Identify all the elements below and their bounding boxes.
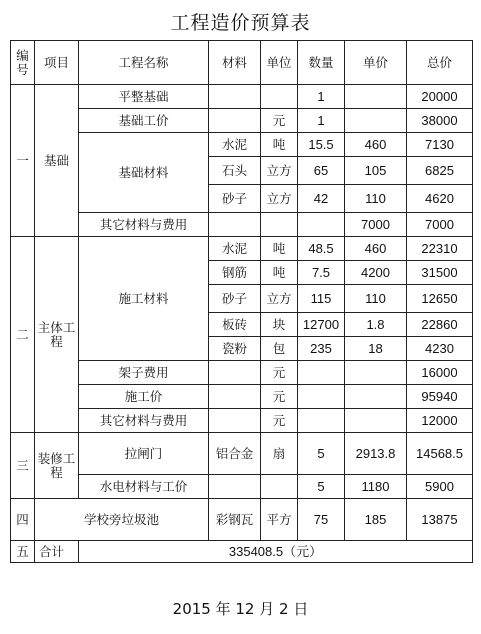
unit: 元 xyxy=(261,109,298,133)
unit-price: 1180 xyxy=(345,475,407,499)
table-row xyxy=(11,499,473,541)
table-row xyxy=(11,541,473,563)
table-row xyxy=(11,85,473,109)
total: 5900 xyxy=(407,475,473,499)
table-row xyxy=(11,433,473,475)
date-line: 2015 年 12 月 2 日 xyxy=(172,600,309,618)
material: 彩钢瓦 xyxy=(209,499,261,541)
work-name: 平整基础 xyxy=(79,85,209,109)
total: 6825 xyxy=(407,157,473,185)
table-row xyxy=(11,385,473,409)
header-material: 材料 xyxy=(209,41,261,85)
table-row xyxy=(11,409,473,433)
work-name: 水电材料与工价 xyxy=(79,475,209,499)
unit-price: 2913.8 xyxy=(345,433,407,475)
total: 12000 xyxy=(407,409,473,433)
material: 石头 xyxy=(209,157,261,185)
unit-price: 18 xyxy=(345,337,407,361)
unit: 扇 xyxy=(261,433,298,475)
unit-price: 110 xyxy=(345,285,407,313)
total: 16000 xyxy=(407,361,473,385)
quantity: 48.5 xyxy=(298,237,345,261)
unit-price: 1.8 xyxy=(345,313,407,337)
material: 铝合金 xyxy=(209,433,261,475)
group-item: 合计 xyxy=(35,541,79,563)
total: 38000 xyxy=(407,109,473,133)
group-no: 三 xyxy=(11,433,35,499)
work-name: 施工材料 xyxy=(79,237,209,361)
quantity: 1 xyxy=(298,85,345,109)
header-row xyxy=(11,41,473,85)
group-item: 主体工程 xyxy=(35,237,79,433)
material: 瓷粉 xyxy=(209,337,261,361)
group-item: 装修工程 xyxy=(35,433,79,499)
unit: 元 xyxy=(261,385,298,409)
total: 4230 xyxy=(407,337,473,361)
header-item: 项目 xyxy=(35,41,79,85)
unit-price: 4200 xyxy=(345,261,407,285)
unit-price: 110 xyxy=(345,185,407,213)
header-total: 总价 xyxy=(407,41,473,85)
material: 水泥 xyxy=(209,237,261,261)
unit-price: 460 xyxy=(345,237,407,261)
group-no: 五 xyxy=(11,541,35,563)
total: 13875 xyxy=(407,499,473,541)
work-name: 其它材料与费用 xyxy=(79,213,209,237)
quantity: 235 xyxy=(298,337,345,361)
group-no: 二 xyxy=(11,237,35,433)
work-name: 拉闸门 xyxy=(79,433,209,475)
budget-table xyxy=(10,40,473,563)
total: 20000 xyxy=(407,85,473,109)
work-name: 施工价 xyxy=(79,385,209,409)
total: 31500 xyxy=(407,261,473,285)
total: 12650 xyxy=(407,285,473,313)
unit: 立方 xyxy=(261,285,298,313)
quantity: 15.5 xyxy=(298,133,345,157)
total: 22860 xyxy=(407,313,473,337)
quantity: 7.5 xyxy=(298,261,345,285)
unit: 吨 xyxy=(261,261,298,285)
total: 7130 xyxy=(407,133,473,157)
work-name: 基础材料 xyxy=(79,133,209,213)
total: 95940 xyxy=(407,385,473,409)
unit-price: 460 xyxy=(345,133,407,157)
unit: 包 xyxy=(261,337,298,361)
quantity: 5 xyxy=(298,475,345,499)
header-unit: 单位 xyxy=(261,41,298,85)
group-item: 基础 xyxy=(35,85,79,237)
quantity: 115 xyxy=(298,285,345,313)
total: 22310 xyxy=(407,237,473,261)
unit-price: 105 xyxy=(345,157,407,185)
unit: 平方 xyxy=(261,499,298,541)
header-name: 工程名称 xyxy=(79,41,209,85)
header-no: 编号 xyxy=(11,41,35,85)
total: 4620 xyxy=(407,185,473,213)
quantity: 75 xyxy=(298,499,345,541)
table-row xyxy=(11,133,473,157)
quantity: 65 xyxy=(298,157,345,185)
group-no: 四 xyxy=(11,499,35,541)
unit-price: 7000 xyxy=(345,213,407,237)
total: 14568.5 xyxy=(407,433,473,475)
quantity: 1 xyxy=(298,109,345,133)
unit: 元 xyxy=(261,409,298,433)
group-no: 一 xyxy=(11,85,35,237)
header-price: 单价 xyxy=(345,41,407,85)
quantity: 5 xyxy=(298,433,345,475)
unit: 立方 xyxy=(261,185,298,213)
unit: 元 xyxy=(261,361,298,385)
total: 7000 xyxy=(407,213,473,237)
material: 砂子 xyxy=(209,285,261,313)
material: 水泥 xyxy=(209,133,261,157)
table-row xyxy=(11,109,473,133)
quantity: 42 xyxy=(298,185,345,213)
work-name: 架子费用 xyxy=(79,361,209,385)
unit: 立方 xyxy=(261,157,298,185)
unit: 吨 xyxy=(261,133,298,157)
material: 砂子 xyxy=(209,185,261,213)
unit: 吨 xyxy=(261,237,298,261)
page-title: 工程造价预算表 xyxy=(170,12,311,34)
unit: 块 xyxy=(261,313,298,337)
table-row xyxy=(11,213,473,237)
group-item: 学校旁垃圾池 xyxy=(35,499,209,541)
unit-price: 185 xyxy=(345,499,407,541)
material: 板砖 xyxy=(209,313,261,337)
work-name: 基础工价 xyxy=(79,109,209,133)
grand-total: 335408.5（元） xyxy=(79,541,473,563)
table-row xyxy=(11,475,473,499)
table-row xyxy=(11,361,473,385)
table-row xyxy=(11,237,473,261)
header-qty: 数量 xyxy=(298,41,345,85)
work-name: 其它材料与费用 xyxy=(79,409,209,433)
quantity: 12700 xyxy=(298,313,345,337)
material: 钢筋 xyxy=(209,261,261,285)
